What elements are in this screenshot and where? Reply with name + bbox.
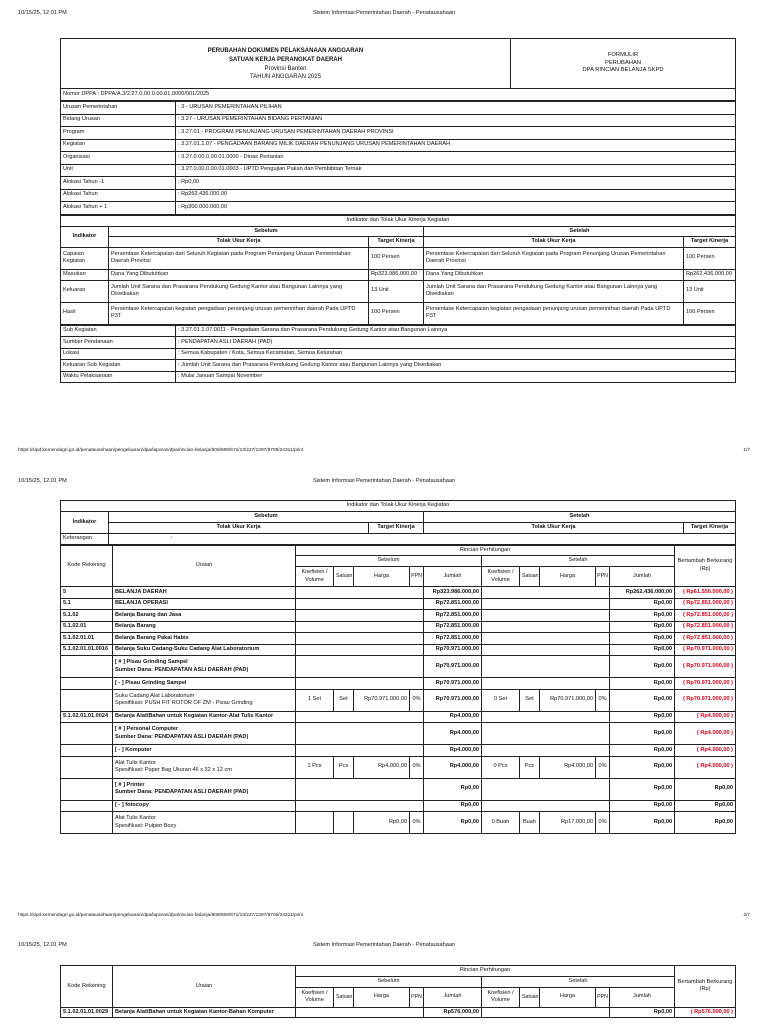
kinerja-target-setelah: 100 Persen	[684, 302, 736, 324]
row-jumlah-st: Rp0,00	[610, 598, 675, 610]
print-footer-2	[0, 911, 768, 923]
rincian-h-koef-sb: Koefisien / Volume	[296, 567, 334, 587]
kinerja-target-setelah: 100 Persen	[684, 247, 736, 269]
table-row	[61, 1007, 736, 1018]
row-koef-st: 0 Buah	[482, 812, 520, 834]
row-kode: 5.1	[61, 598, 113, 610]
row-koef-sb: 1 Set	[296, 689, 334, 711]
kinerja-caption-2: Indikator dan Tolak Ukur Kinerja Kegiatan	[61, 501, 736, 512]
kinerja-row	[61, 302, 736, 324]
kinerja-h-target-st: Target Kinerja	[684, 237, 736, 248]
row-diff: ( Rp4.000,00 )	[675, 756, 736, 778]
row-jumlah-sb: Rp323.986.000,00	[424, 587, 482, 599]
row-ppn-st: 0%	[596, 756, 610, 778]
row-diff: ( Rp72.851.000,00 )	[675, 610, 736, 622]
row-diff: ( Rp70.971.000,00 )	[675, 689, 736, 711]
row-jumlah-sb: Rp4.000,00	[424, 756, 482, 778]
info-value: : Rp0,00	[176, 177, 736, 190]
print-timestamp: 10/15/25, 12.01 PM	[18, 10, 67, 16]
kinerja-tolak-sebelum: Jumlah Unit Sarana dan Prasarana Pendukung Gedung Kantor atau Bangunan Lainnya yang Disediakan	[109, 280, 369, 302]
row-diff: ( Rp72.851.000,00 )	[675, 598, 736, 610]
row-diff: ( Rp576.000,00 )	[675, 1007, 736, 1018]
sub-info-row	[61, 348, 736, 360]
kinerja-h-sebelum-2: Sebelum	[109, 512, 424, 523]
info-table	[60, 101, 736, 215]
row-jumlah-st: Rp0,00	[610, 1007, 675, 1018]
print-title: Sistem Informasi Pemerintahan Daerah - Penatausahaan	[312, 10, 456, 16]
item-name: Alat Tulis Kantor	[115, 759, 156, 766]
info-label: Kegiatan	[61, 139, 176, 152]
kinerja-row	[61, 247, 736, 269]
row-jumlah-st: Rp0,00	[610, 633, 675, 645]
kinerja-h-indikator-2: Indikator	[61, 512, 109, 534]
info-row	[61, 102, 736, 115]
row-diff: ( Rp72.851.000,00 )	[675, 621, 736, 633]
row-kode: 5.1.02.01.01.0024	[61, 711, 113, 723]
row-diff: ( Rp4.000,00 )	[675, 711, 736, 723]
rincian3-h-bertambah: Bertambah Berkurang (Rp)	[675, 966, 736, 1008]
info-value: : 3.27.0.00.0.00.01.0003 - UPTD Pengujian Pakan dan Pembibitan Ternak	[176, 164, 736, 177]
row-kode: 5.1.02.01.01.0029	[61, 1007, 113, 1018]
row-jumlah-sb: Rp72.851.000,00	[424, 633, 482, 645]
doc-title-1: PERUBAHAN DOKUMEN PELAKSANAAN ANGGARAN	[207, 48, 364, 55]
print-title-3: Sistem Informasi Pemerintahan Daerah - Penatausahaan	[312, 942, 456, 948]
kinerja-h-target-sb: Target Kinerja	[369, 237, 424, 248]
rincian-h-jumlah-sb: Jumlah	[424, 567, 482, 587]
table-row	[61, 598, 736, 610]
rincian-h-koef-st: Koefisien / Volume	[482, 567, 520, 587]
kinerja-tolak-setelah: Jumlah Unit Sarana dan Prasarana Pendukung Gedung Kantor atau Bangunan Lainnya yang Disediakan	[424, 280, 684, 302]
page3-sheet	[60, 965, 736, 1018]
info-label: Urusan Pemerintahan	[61, 102, 176, 115]
info-row	[61, 127, 736, 140]
rincian3-h-ppn-st: PPN	[596, 987, 610, 1007]
row-jumlah-st: Rp0,00	[610, 745, 675, 757]
row-diff: ( Rp61.550.000,00 )	[675, 587, 736, 599]
item-spec: Spesifikasi: Pulpen Boxy	[115, 822, 177, 829]
table-row	[61, 745, 736, 757]
page-number-1: 1/7	[743, 448, 750, 453]
table-row	[61, 800, 736, 812]
doc-title-block	[61, 39, 511, 89]
form-line-2: PERUBAHAN	[604, 59, 642, 66]
row-jumlah-sb: Rp4.000,00	[424, 723, 482, 745]
table-row	[61, 644, 736, 656]
row-jumlah-sb: Rp0,00	[424, 800, 482, 812]
kinerja-h-target-st-2: Target Kinerja	[684, 523, 736, 534]
row-uraian	[113, 812, 296, 834]
print-header-3	[0, 938, 768, 952]
rincian-table	[60, 545, 736, 835]
row-satuan-sb: Pcs	[334, 756, 354, 778]
row-uraian	[113, 756, 296, 778]
row-uraian: Belanja Barang	[113, 621, 296, 633]
rincian3-h-jumlah-st: Jumlah	[610, 987, 675, 1007]
print-title-2: Sistem Informasi Pemerintahan Daerah - Penatausahaan	[312, 478, 456, 484]
sub-info-row	[61, 337, 736, 349]
rincian3-h-setelah: Setelah	[482, 976, 675, 987]
info-row	[61, 189, 736, 202]
rincian3-h-harga-sb: Harga	[354, 987, 410, 1007]
row-satuan-st: Pcs	[520, 756, 540, 778]
row-jumlah-st: Rp0,00	[610, 723, 675, 745]
group-title: [ # ] Printer	[115, 781, 145, 788]
row-jumlah-sb: Rp0,00	[424, 812, 482, 834]
print-timestamp-2: 10/15/25, 12.01 PM	[18, 478, 67, 484]
row-diff: ( Rp70.971.000,00 )	[675, 656, 736, 678]
row-uraian: [ - ] Komputer	[113, 745, 296, 757]
row-satuan-sb	[334, 812, 354, 834]
row-uraian	[113, 656, 296, 678]
row-jumlah-st: Rp0,00	[610, 800, 675, 812]
kinerja-row	[61, 280, 736, 302]
group-source: Sumber Dana: PENDAPATAN ASLI DAERAH (PAD)	[115, 666, 249, 673]
row-uraian	[113, 778, 296, 800]
info-value: : 3.27.0.00.0.00.01.0000 - Dinas Pertanian	[176, 152, 736, 165]
row-jumlah-sb: Rp70.971.000,00	[424, 678, 482, 690]
kinerja-h-indikator: Indikator	[61, 226, 109, 247]
kinerja-target-sebelum: 13 Unit	[369, 280, 424, 302]
row-uraian: Belanja Alat/Bahan untuk Kegiatan Kantor-Bahan Komputer	[113, 1007, 296, 1018]
doc-title-2: SATUAN KERJA PERANGKAT DAERAH	[229, 56, 342, 63]
row-harga-st: Rp17.000,00	[540, 812, 596, 834]
info-row	[61, 202, 736, 215]
table-row	[61, 610, 736, 622]
row-ppn-st: 0%	[596, 812, 610, 834]
kinerja-tolak-sebelum: Persentase Ketercapaian kegiatan pengadaan penunjang urusan pemerinthan daerah Pada UPTD P3T	[109, 302, 369, 324]
rincian-h-satuan-st: Satuan	[520, 567, 540, 587]
sub-info-label: Lokasi	[61, 348, 176, 360]
row-jumlah-st: Rp0,00	[610, 778, 675, 800]
kinerja-h-setelah: Setelah	[424, 226, 736, 237]
page2-sheet	[60, 500, 736, 834]
row-satuan-sb: Set	[334, 689, 354, 711]
sub-info-value: : Semua Kabupaten / Kota, Semua Kecamatan, Semua Kelurahan	[176, 348, 736, 360]
kinerja-h-tolak-sb: Tolak Ukur Kerja	[109, 237, 369, 248]
rincian-h-harga-sb: Harga	[354, 567, 410, 587]
row-jumlah-sb: Rp576.000,00	[424, 1007, 482, 1018]
print-header-2	[0, 474, 768, 488]
kinerja-h-tolak-st-2: Tolak Ukur Kerja	[424, 523, 684, 534]
row-koef-sb	[296, 812, 334, 834]
row-jumlah-st: Rp0,00	[610, 656, 675, 678]
kinerja-indikator: Keluaran	[61, 280, 109, 302]
group-title: [ # ] Personal Computer	[115, 726, 179, 733]
kinerja-table	[60, 215, 736, 325]
rincian-h-ppn-sb: PPN	[410, 567, 424, 587]
row-uraian: [ - ] Pisau Grinding Sampel	[113, 678, 296, 690]
table-row	[61, 689, 736, 711]
kinerja-tolak-setelah: Persentase Ketercapaian kegiatan pengadaan penunjang urusan pemerinthan daerah Pada UPTD P3T	[424, 302, 684, 324]
table-row	[61, 812, 736, 834]
print-footer-1	[0, 446, 768, 458]
row-uraian: BELANJA DAERAH	[113, 587, 296, 599]
sub-info-label: Sumber Pendanaan	[61, 337, 176, 349]
table-row	[61, 678, 736, 690]
rincian-h-ppn-st: PPN	[596, 567, 610, 587]
info-value: : 3 - URUSAN PEMERINTAHAN PILIHAN	[176, 102, 736, 115]
kinerja-indikator: Masukan	[61, 269, 109, 280]
row-jumlah-st: Rp0,00	[610, 756, 675, 778]
row-jumlah-st: Rp262.436.000,00	[610, 587, 675, 599]
table-row	[61, 723, 736, 745]
row-kode: 5.1.02.01	[61, 621, 113, 633]
row-ppn-sb: 0%	[410, 689, 424, 711]
rincian3-h-uraian: Uraian	[113, 966, 296, 1008]
kinerja-tolak-sebelum: Dana Yang Dibutuhkan	[109, 269, 369, 280]
rincian-h-setelah: Setelah	[482, 556, 675, 567]
row-jumlah-sb: Rp72.851.000,00	[424, 598, 482, 610]
row-diff: Rp0,00	[675, 812, 736, 834]
row-kode: 5.1.02	[61, 610, 113, 622]
table-row	[61, 621, 736, 633]
row-uraian: Belanja Barang Pakai Habis	[113, 633, 296, 645]
print-header	[0, 6, 768, 20]
table-row	[61, 756, 736, 778]
table-row	[61, 656, 736, 678]
info-label: Program	[61, 127, 176, 140]
rincian3-h-harga-st: Harga	[540, 987, 596, 1007]
kinerja-h-setelah-2: Setelah	[424, 512, 736, 523]
sub-info-value: : Jumlah Unit Sarana dan Prasarana Pendukung Gedung Kantor atau Bangunan Lainnya yang Disediakan	[176, 360, 736, 372]
sub-info-table	[60, 325, 736, 384]
group-source: Sumber Dana: PENDAPATAN ASLI DAERAH (PAD)	[115, 789, 249, 796]
rincian-h-perhitungan: Rincian Perhitungan	[296, 545, 675, 556]
row-jumlah-sb: Rp4.000,00	[424, 745, 482, 757]
info-row	[61, 114, 736, 127]
row-jumlah-st: Rp0,00	[610, 711, 675, 723]
info-row	[61, 139, 736, 152]
row-uraian: BELANJA OPERASI	[113, 598, 296, 610]
row-kode: 5.1.02.01.01.0016	[61, 644, 113, 656]
item-spec: Spesifikasi: PUSH FIT ROTOR OF ZM - Pisau Grinding	[115, 700, 253, 707]
row-diff: Rp0,00	[675, 800, 736, 812]
kinerja-h-sebelum: Sebelum	[109, 226, 424, 237]
info-label: Bidang Urusan	[61, 114, 176, 127]
kinerja-target-setelah: Rp262.436.000,00	[684, 269, 736, 280]
rincian3-h-perhitungan: Rincian Perhitungan	[296, 966, 675, 977]
row-uraian	[113, 723, 296, 745]
row-jumlah-sb: Rp70.971.000,00	[424, 656, 482, 678]
rincian3-h-satuan-sb: Satuan	[334, 987, 354, 1007]
item-name: Suku Cadang Alat Laboratorium	[115, 692, 195, 699]
keterangan-value: :	[109, 534, 736, 545]
row-jumlah-st: Rp0,00	[610, 644, 675, 656]
form-line-1: FORMULIR	[607, 51, 639, 58]
kinerja-tolak-setelah: Dana Yang Dibutuhkan	[424, 269, 684, 280]
row-diff: ( Rp70.971.000,00 )	[675, 644, 736, 656]
kinerja-h-target-sb-2: Target Kinerja	[369, 523, 424, 534]
info-label: Alokasi Tahun + 1	[61, 202, 176, 215]
info-value: : 3.27 - URUSAN PEMERINTAHAN BIDANG PERTANIAN	[176, 114, 736, 127]
row-jumlah-st: Rp0,00	[610, 621, 675, 633]
row-kode: 5	[61, 587, 113, 599]
kinerja-tolak-sebelum: Persentase Ketercapaian dari Seluruh Kegiatan pada Program Penunjang Urusan Pemerintahan Daerah Provinsi	[109, 247, 369, 269]
kinerja-header-repeat	[60, 500, 736, 545]
row-satuan-st: Set	[520, 689, 540, 711]
info-value: : 3.27.01.1.07 - PENGADAAN BARANG MILIK DAERAH PENUNJANG URUSAN PEMERINTAHAN DAERAH	[176, 139, 736, 152]
kinerja-target-sebelum: 100 Persen	[369, 247, 424, 269]
table-row	[61, 711, 736, 723]
row-satuan-st: Buah	[520, 812, 540, 834]
doc-header-table	[60, 38, 736, 101]
row-koef-st: 0 Set	[482, 689, 520, 711]
kinerja-row	[61, 269, 736, 280]
kinerja-tolak-setelah: Persentase Ketercapaian dari Seluruh Kegiatan pada Program Penunjang Urusan Pemerintahan Daerah Provinsi	[424, 247, 684, 269]
page1-sheet	[60, 38, 736, 383]
row-koef-sb: 1 Pcs	[296, 756, 334, 778]
info-row	[61, 152, 736, 165]
row-uraian	[113, 689, 296, 711]
rincian3-h-satuan-st: Satuan	[520, 987, 540, 1007]
info-row	[61, 177, 736, 190]
row-uraian: [ - ] fotocopy	[113, 800, 296, 812]
row-diff: ( Rp70.971.000,00 )	[675, 678, 736, 690]
sub-info-value: : 3.27.01.1.07.0011 - Pengadaan Sarana dan Prasarana Pendukung Gedung Kantor atau Bangunan Lainnya	[176, 325, 736, 337]
table-row	[61, 587, 736, 599]
doc-year: TAHUN ANGGARAN 2025	[250, 74, 321, 81]
sub-info-label: Waktu Pelaksanaan	[61, 371, 176, 383]
print-url: https://sipd.kemendagri.go.id/penatausahaan/pengeluaran/dpa/laporan/dpa/rincian-belanja/608/608/671/13/227/1397/9705/24311/print	[18, 448, 304, 453]
rincian-h-kode: Kode Rekening	[61, 545, 113, 587]
row-koef-st: 0 Pcs	[482, 756, 520, 778]
info-label: Alokasi Tahun	[61, 189, 176, 202]
rincian-h-harga-st: Harga	[540, 567, 596, 587]
form-box	[511, 39, 736, 89]
sub-info-label: Keluaran Sub Kegiatan	[61, 360, 176, 372]
table-row	[61, 633, 736, 645]
rincian3-h-sebelum: Sebelum	[296, 976, 482, 987]
rincian3-h-koef-st: Koefisien / Volume	[482, 987, 520, 1007]
rincian-h-sebelum: Sebelum	[296, 556, 482, 567]
row-jumlah-st: Rp0,00	[610, 812, 675, 834]
sub-info-row	[61, 325, 736, 337]
info-label: Unit	[61, 164, 176, 177]
nomor-dppa: Nomor DPPA : DPPA/A.3/2.27.0.00.0.00.01.0000/001/2025	[61, 89, 736, 101]
info-value: : 3.27.01 - PROGRAM PENUNJANG URUSAN PEMERINTAHAN DAERAH PROVINSI	[176, 127, 736, 140]
info-value: : Rp300.000.000,00	[176, 202, 736, 215]
rincian-table-3	[60, 965, 736, 1018]
info-label: Organisasi	[61, 152, 176, 165]
row-harga-st: Rp70.971.000,00	[540, 689, 596, 711]
rincian-h-bertambah: Bertambah Berkurang (Rp)	[675, 545, 736, 587]
print-timestamp-3: 10/15/25, 12.01 PM	[18, 942, 67, 948]
row-harga-sb: Rp70.971.000,00	[354, 689, 410, 711]
kinerja-indikator: Hasil	[61, 302, 109, 324]
sub-info-value: : Mulai Januari Sampai November	[176, 371, 736, 383]
kinerja-target-sebelum: 100 Persen	[369, 302, 424, 324]
kinerja-h-tolak-st: Tolak Ukur Kerja	[424, 237, 684, 248]
rincian3-h-ppn-sb: PPN	[410, 987, 424, 1007]
row-jumlah-sb: Rp72.851.000,00	[424, 621, 482, 633]
row-uraian: Belanja Suku Cadang-Suku Cadang Alat Laboratorium	[113, 644, 296, 656]
rincian3-h-koef-sb: Koefisien / Volume	[296, 987, 334, 1007]
row-jumlah-sb: Rp4.000,00	[424, 711, 482, 723]
row-uraian: Belanja Alat/Bahan untuk Kegiatan Kantor-Alat Tulis Kantor	[113, 711, 296, 723]
page-number-2: 2/7	[743, 913, 750, 918]
kinerja-target-setelah: 13 Unit	[684, 280, 736, 302]
row-jumlah-st: Rp0,00	[610, 678, 675, 690]
kinerja-target-sebelum: Rp323.986.000,00	[369, 269, 424, 280]
row-diff: ( Rp4.000,00 )	[675, 745, 736, 757]
sub-info-row	[61, 360, 736, 372]
row-harga-sb: Rp4.000,00	[354, 756, 410, 778]
row-diff: ( Rp4.000,00 )	[675, 723, 736, 745]
row-jumlah-sb: Rp70.971.000,00	[424, 644, 482, 656]
row-kode: 5.1.02.01.01	[61, 633, 113, 645]
kinerja-h-tolak-sb-2: Tolak Ukur Kerja	[109, 523, 369, 534]
rincian-h-jumlah-st: Jumlah	[610, 567, 675, 587]
form-line-3: DPA RINCIAN BELANJA SKPD	[582, 67, 664, 74]
row-diff: Rp0,00	[675, 778, 736, 800]
row-diff: ( Rp72.851.000,00 )	[675, 633, 736, 645]
keterangan-label: Keterangan	[61, 534, 109, 545]
row-ppn-sb: 0%	[410, 756, 424, 778]
row-ppn-st: 0%	[596, 689, 610, 711]
info-label: Alokasi Tahun -1	[61, 177, 176, 190]
item-name: Alat Tulis Kantor	[115, 815, 156, 822]
rincian-h-satuan-sb: Satuan	[334, 567, 354, 587]
print-url-2: https://sipd.kemendagri.go.id/penatausahaan/pengeluaran/dpa/laporan/dpa/rincian-belanja/608/608/671/13/227/1397/9705/24311/print	[18, 913, 304, 918]
sub-info-row	[61, 371, 736, 383]
sub-info-value: : PENDAPATAN ASLI DAERAH (PAD)	[176, 337, 736, 349]
item-spec: Spesifikasi: Paper Bag Ukuran 46 x 32 x 12 cm	[115, 767, 232, 774]
group-title: [ # ] Pisau Grinding Sampel	[115, 659, 188, 666]
info-row	[61, 164, 736, 177]
kinerja-indikator: Capaian Kegiatan	[61, 247, 109, 269]
sub-info-label: Sub Kegiatan	[61, 325, 176, 337]
row-jumlah-sb: Rp72.851.000,00	[424, 610, 482, 622]
info-value: : Rp262.436.000,00	[176, 189, 736, 202]
row-uraian: Belanja Barang dan Jasa	[113, 610, 296, 622]
rincian3-h-jumlah-sb: Jumlah	[424, 987, 482, 1007]
row-jumlah-st: Rp0,00	[610, 689, 675, 711]
row-jumlah-st: Rp0,00	[610, 610, 675, 622]
row-harga-sb: Rp0,00	[354, 812, 410, 834]
row-jumlah-sb: Rp70.971.000,00	[424, 689, 482, 711]
kinerja-caption: Indikator dan Tolak Ukur Kinerja Kegiatan	[61, 215, 736, 226]
row-harga-st: Rp4.000,00	[540, 756, 596, 778]
group-source: Sumber Dana: PENDAPATAN ASLI DAERAH (PAD)	[115, 733, 249, 740]
rincian-h-uraian: Uraian	[113, 545, 296, 587]
doc-province: Provinsi Banten	[264, 65, 307, 72]
row-jumlah-sb: Rp0,00	[424, 778, 482, 800]
row-ppn-sb: 0%	[410, 812, 424, 834]
rincian3-h-kode: Kode Rekening	[61, 966, 113, 1008]
table-row	[61, 778, 736, 800]
